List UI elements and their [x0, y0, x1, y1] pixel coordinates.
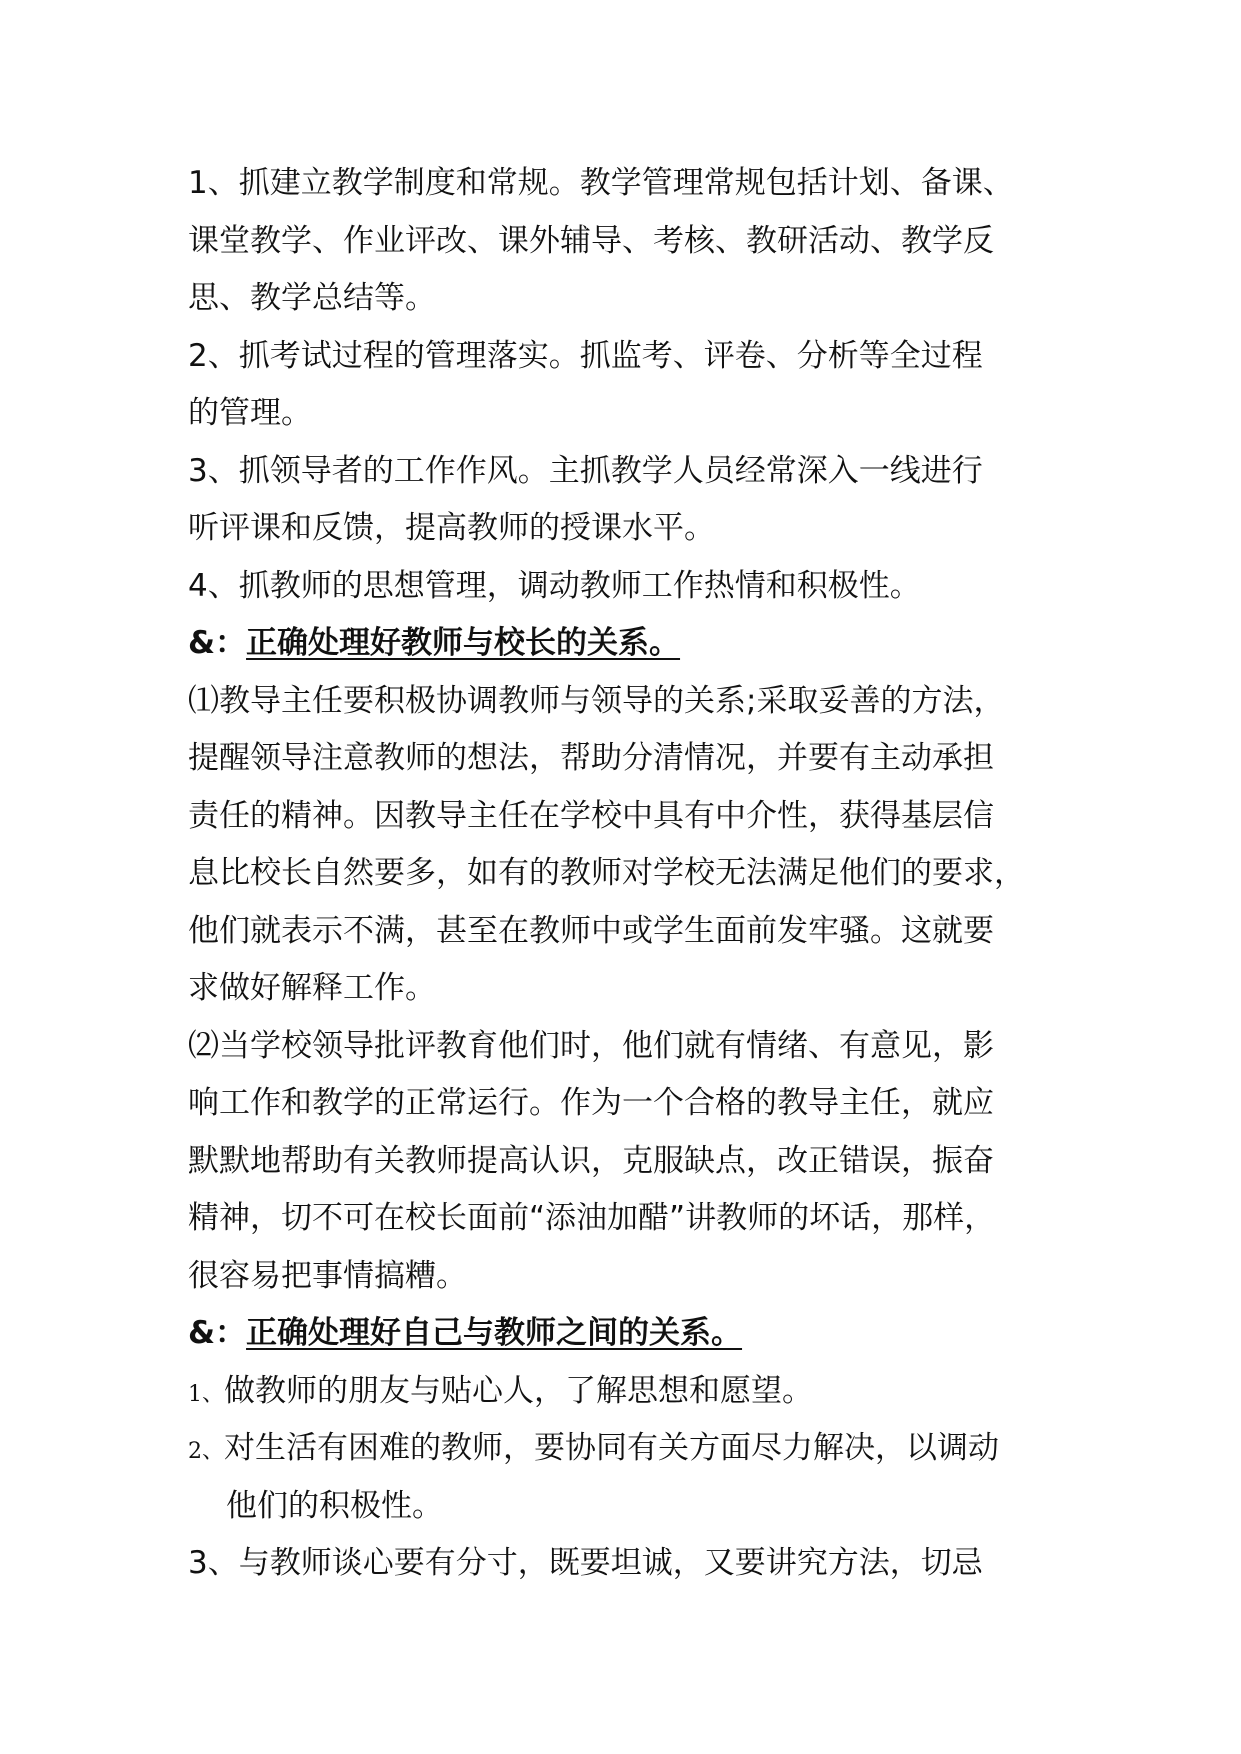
text-line: 1、抓建立教学制度和常规。教学管理常规包括计划、备课、 [188, 165, 1014, 201]
text-line: 思、教学总结等。 [188, 280, 436, 316]
text-line: 3、抓领导者的工作作风。主抓教学人员经常深入一线进行 [188, 452, 983, 489]
heading-prefix: &： [188, 625, 247, 661]
text-line: 他们就表示不满，甚至在教师中或学生面前发牢骚。这就要 [188, 912, 994, 949]
list-number: 2、 [188, 1439, 224, 1464]
text-line: 精神，切不可在校长面前“添油加醋”讲教师的坏话，那样， [188, 1200, 996, 1236]
text-line: ⑵当学校领导批评教育他们时，他们就有情绪、有意见，影 [188, 1027, 994, 1064]
text-line: 求做好解释工作。 [188, 970, 436, 1006]
heading-text: 正确处理好自己与教师之间的关系。 [246, 1315, 743, 1351]
text-line: 默默地帮助有关教师提高认识，克服缺点，改正错误，振奋 [188, 1142, 994, 1179]
section-heading [188, 615, 1068, 673]
text-line: 课堂教学、作业评改、课外辅导、考核、教研活动、教学反 [188, 222, 994, 259]
list-item [188, 1363, 1068, 1421]
text-line: 3、与教师谈心要有分寸，既要坦诚，又要讲究方法，切忌 [188, 1545, 983, 1581]
list-text: 做教师的朋友与贴心人，了解思想和愿望。 [224, 1372, 813, 1409]
text-line: 责任的精神。因教导主任在学校中具有中介性，获得基层信 [188, 797, 994, 834]
document-body [188, 155, 1068, 1593]
heading-text: 正确处理好教师与校长的关系。 [246, 625, 681, 661]
text-line: 听评课和反馈，提高教师的授课水平。 [188, 510, 715, 546]
list-number: 1、 [188, 1381, 224, 1407]
text-line: 息比校长自然要多，如有的教师对学校无法满足他们的要求， [188, 855, 1025, 891]
text-line: 很容易把事情搞糟。 [188, 1257, 467, 1294]
list-text: 对生活有困难的教师，要协同有关方面尽力解决，以调动 [224, 1430, 999, 1466]
text-line: 的管理。 [188, 395, 312, 431]
section-heading [188, 1305, 1068, 1363]
text-line: 响工作和教学的正常运行。作为一个合格的教导主任，就应 [188, 1085, 994, 1121]
text-line: 2、抓考试过程的管理落实。抓监考、评卷、分析等全过程 [188, 337, 983, 374]
heading-prefix: &： [188, 1315, 247, 1351]
text-line: 他们的积极性。 [226, 1487, 443, 1524]
text-line: ⑴教导主任要积极协调教师与领导的关系;采取妥善的方法， [188, 682, 1005, 719]
list-item [188, 1420, 1068, 1478]
text-line: 提醒领导注意教师的想法，帮助分清情况，并要有主动承担 [188, 740, 994, 776]
text-line: 4、抓教师的思想管理，调动教师工作热情和积极性。 [188, 567, 921, 604]
